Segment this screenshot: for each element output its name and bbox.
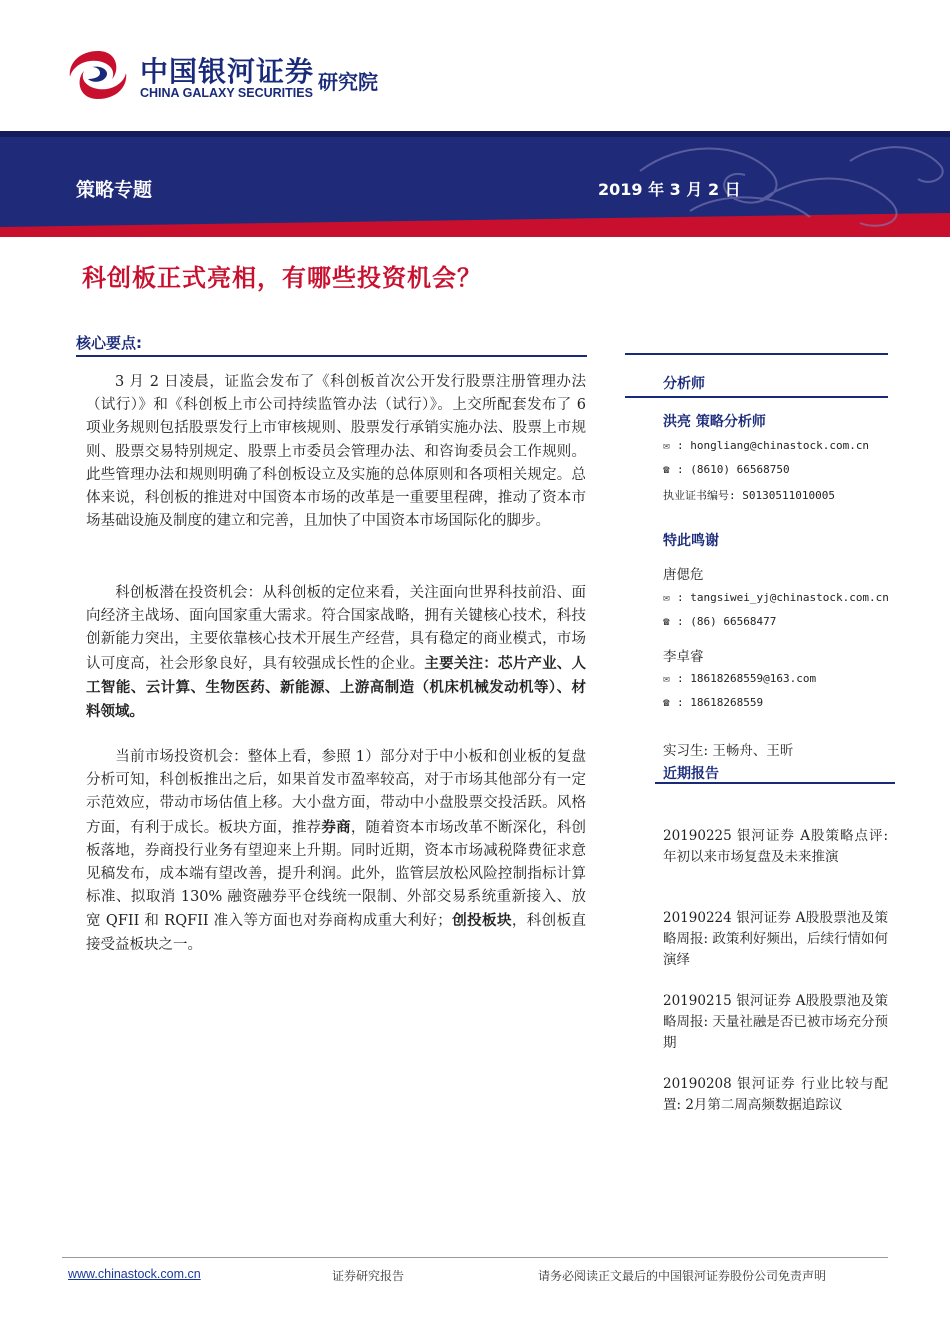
envelope-icon: ✉ (663, 591, 670, 604)
sidebar-divider-analyst (625, 396, 888, 398)
thanks2-phone: 18618268559 (690, 696, 764, 709)
analyst-heading: 分析师 (663, 376, 705, 392)
phone-icon: ☎ (663, 615, 670, 628)
paragraph-3-highlight-brokers: 券商 (321, 818, 351, 836)
recent-report-1[interactable]: 20190225 银河证券 A股策略点评: 年初以来市场复盘及未来推演 (663, 828, 888, 865)
key-points-heading: 核心要点: (76, 334, 142, 352)
thanks1-email[interactable]: tangsiwei_yj@chinastock.com.cn (690, 591, 889, 604)
galaxy-logo-icon (62, 45, 134, 105)
footer-divider (62, 1257, 888, 1258)
phone-icon: ☎ (663, 696, 670, 709)
report-title: 科创板正式亮相，有哪些投资机会？ (82, 264, 482, 292)
recent-report-2[interactable]: 20190224 银河证券 A股股票池及策略周报: 政策利好频出，后续行情如何演绎 (663, 910, 888, 968)
thanks1-phone-row: ☎ : (86) 66568477 (663, 615, 777, 628)
recent-report-4[interactable]: 20190208 银河证券 行业比较与配置: 2月第二周高频数据追踪议 (663, 1076, 888, 1113)
paragraph-3-text-a: 当前市场投资机会：整体上看，参照 1）部分对于中小板和创业板的复盘分析可知，科创板推出之后，如果首发市盈率较高，对于市场其他部分有一定示范效应，带动市场估值上移。大小盘方面，带动中小盘股票交投活跃。风格方面，有利于成长。板块方面，推荐 (86, 749, 586, 836)
thanks1-name: 唐偲危 (663, 567, 704, 583)
paragraph-3-text-e: ，科创板直接受益板块之一。 (86, 913, 587, 953)
recent-reports-heading: 近期报告 (663, 766, 719, 782)
thanks2-email[interactable]: 18618268559@163.com (690, 672, 817, 685)
paragraph-2-focus: 主要关注：芯片产业、人工智能、云计算、生物医药、新能源、上游高制造（机床机械发动机等）、材料领域。 (86, 654, 587, 721)
sidebar-divider-top (625, 353, 888, 355)
analyst-phone-row: ☎ : (8610) 66568750 (663, 463, 790, 476)
thanks2-phone-row: ☎ : 18618268559 (663, 696, 764, 709)
paragraph-2 (86, 582, 586, 724)
analyst-name: 洪亮 策略分析师 (663, 414, 766, 430)
thanks1-email-row: ✉ : tangsiwei_yj@chinastock.com.cn (663, 591, 889, 604)
logo-text-cn: 中国银河证券 (140, 55, 315, 88)
envelope-icon: ✉ (663, 439, 670, 452)
recent-report-3[interactable]: 20190215 银河证券 A股股票池及策略周报: 天量社融是否已被市场充分预期 (663, 993, 888, 1051)
report-date: 2019 年 3 月 2 日 (598, 180, 741, 199)
paragraph-2-text: 科创板潜在投资机会：从科创板的定位来看，关注面向世界科技前沿、面向经济主战场、面向国家重大需求。符合国家战略，拥有关键核心技术，科技创新能力突出，主要依靠核心技术开展生产经营，具有稳定的商业模式，市场认可度高，社会形象良好，具有较强成长性的企业。 (86, 585, 586, 672)
phone-icon: ☎ (663, 463, 670, 476)
paragraph-3-highlight-vc: 创投板块 (451, 912, 512, 930)
thanks2-email-row: ✉ : 18618268559@163.com (663, 672, 817, 685)
institute-name: 研究院 (318, 70, 378, 94)
analyst-cert: 执业证书编号: S0130511010005 (663, 489, 835, 502)
analyst-email[interactable]: hongliang@chinastock.com.cn (690, 439, 870, 452)
thanks2-name: 李卓睿 (663, 649, 704, 665)
paragraph-1-text: 3 月 2 日凌晨，证监会发布了《科创板首次公开发行股票注册管理办法（试行）》和《科创板上市公司持续监管办法（试行）》。上交所配套发布了 6 项业务规则包括股票发行上市审核规则、股票发行承销实施办法、股票上市规则、股票交易特别规定、股票上市委员会管理办法、和咨询委员会工作规则。此些管理办法和规则明确了科创板设立及实施的总体原则和各项相关规定。总体来说，科创板的推进对中国资本市场的改革是一重要里程碑，推动了资本市场基础设施及制度的建立和完善，且加快了中国资本市场国际化的脚步。 (86, 374, 586, 530)
analyst-phone: (8610) 66568750 (690, 463, 790, 476)
key-points-divider (76, 355, 587, 357)
report-category: 策略专题 (76, 179, 153, 201)
envelope-icon: ✉ (663, 672, 670, 685)
analyst-email-row: ✉ : hongliang@chinastock.com.cn (663, 439, 870, 452)
footer-doc-type: 证券研究报告 (332, 1269, 405, 1283)
footer-disclaimer: 请务必阅读正文最后的中国银河证券股份公司免责声明 (538, 1269, 827, 1283)
thanks-heading: 特此鸣谢 (663, 533, 719, 549)
logo-text-en: CHINA GALAXY SECURITIES (140, 86, 313, 100)
footer-website-link[interactable]: www.chinastock.com.cn (68, 1267, 201, 1281)
sidebar-divider-recent (655, 782, 895, 784)
thanks1-phone: (86) 66568477 (690, 615, 777, 628)
paragraph-3 (86, 746, 586, 957)
paragraph-3-text-c: ，随着资本市场改革不断深化，科创板落地，券商投行业务有望迎来上升期。同时近期，资本市场减税降费征求意见稿发布，成本端有望改善，提升利润。此外，监管层放松风险控制指标计算标准、拟取消 130% 融资融券平仓线统一限制、外部交易系统重新接入、放宽 QFII 和 RQFII 准入等方面也对券商构成重大利好； (86, 819, 587, 930)
paragraph-1 (86, 371, 586, 533)
intern-line: 实习生: 王畅舟、王昕 (663, 743, 794, 759)
